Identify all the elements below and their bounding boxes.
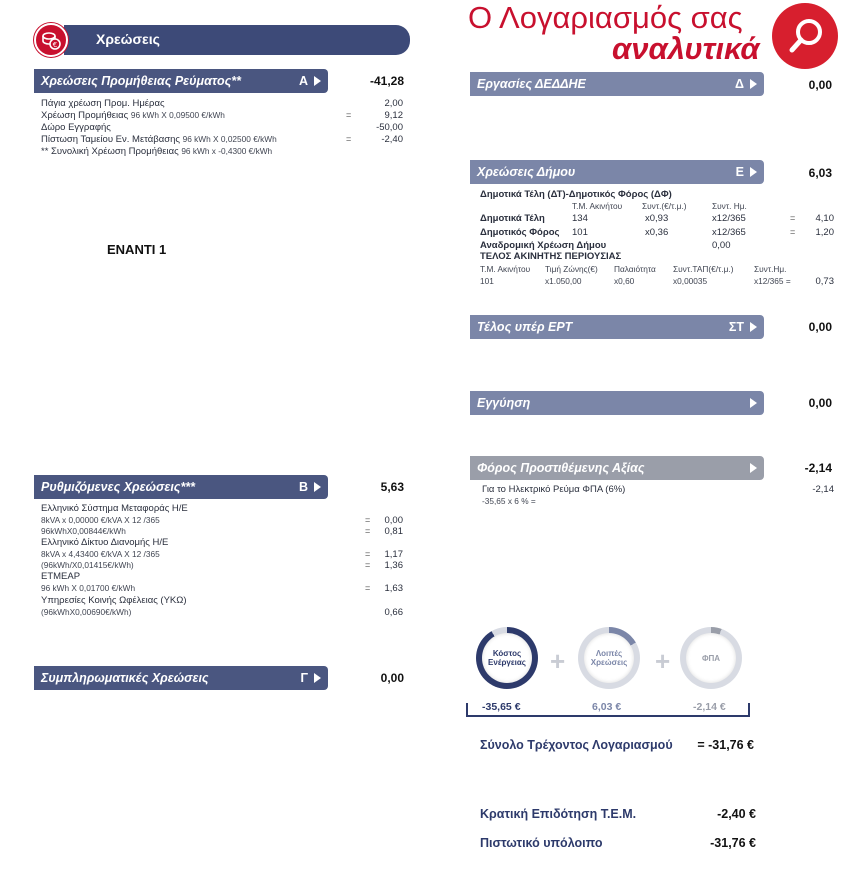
total-value: = -31,76 € [697,738,754,752]
section-c-total: 0,00 [380,671,404,685]
plus-icon-1: + [550,646,566,676]
section-e-total: 6,03 [808,166,832,180]
e-tap-title: ΤΕΛΟΣ ΑΚΙΝΗΤΗΣ ΠΕΡΙΟΥΣΙΑΣ [480,251,622,262]
b-group-0-row-0: 8kVA x 0,00000 €/kVA X 12 /365 [41,515,160,525]
section-st-label: Τέλος υπέρ ΕΡΤ [477,320,573,334]
total-label: Σύνολο Τρέχοντος Λογαριασμού [480,738,673,752]
b-g1r1-eq: = [365,560,371,570]
energy-cost-label: Κόστος Ενέργειας [482,633,532,683]
e-tap-value-2: x0,60 [614,276,635,286]
section-d-label: Εργασίες ΔΕΔΔΗΕ [477,77,586,91]
section-b-label: Ρυθμιζόμενες Χρεώσεις*** [41,480,196,494]
section-vat-arrow-icon [750,463,757,473]
section-st-arrow-icon [750,322,757,332]
a-line-2-value: -50,00 [376,122,403,133]
e-tap-value-3: x0,00035 [673,276,708,286]
section-a-arrow-icon [314,76,321,86]
b-group-0-row-1: 96kWhX0,00844€/kWh [41,526,126,536]
b-group-1-title: Ελληνικό Δίκτυο Διανομής Η/Ε [41,537,169,548]
e-retro-label: Αναδρομική Χρέωση Δήμου [480,240,607,251]
a-line-1-value: 9,12 [384,110,403,121]
section-d-arrow-icon [750,79,757,89]
e-tap-header-0: Τ.Μ. Ακινήτου [480,264,531,274]
section-guarantee-total: 0,00 [808,396,832,410]
section-a-bar[interactable] [34,69,328,93]
subsidy-value: -2,40 € [717,807,756,821]
section-d-bar[interactable] [470,72,764,96]
vat-line-1-value: -2,14 [812,484,834,495]
a-line-0-value: 2,00 [384,98,403,109]
b-g1r1-value: 1,36 [384,560,403,571]
section-b-total: 5,63 [380,480,404,494]
plus-icon-2: + [655,646,671,676]
section-e-label: Χρεώσεις Δήμου [477,165,576,179]
charges-title: Χρεώσεις [96,31,160,47]
e-subtitle: Δημοτικά Τέλη (ΔΤ)-Δημοτικός Φόρος (ΔΦ) [480,189,672,200]
e-row-1-label: Δημοτικός Φόρος [480,227,560,238]
b-g1r0-value: 1,17 [384,549,403,560]
b-group-2-title: ΕΤΜΕΑΡ [41,571,81,582]
section-vat-total: -2,14 [804,461,832,475]
section-d-total: 0,00 [808,78,832,92]
e-row-1-coef: x0,36 [645,227,669,238]
section-st-total: 0,00 [808,320,832,334]
e-row-1-value: 1,20 [815,227,834,238]
vat-value: -2,14 € [693,701,726,713]
section-guarantee-arrow-icon [750,398,757,408]
b-group-1-row-0: 8kVA x 4,43400 €/kVA X 12 /365 [41,549,160,559]
e-tap-value-1: x1.050,00 [545,276,582,286]
energy-cost-value: -35,65 € [482,701,521,713]
section-vat-label: Φόρος Προστιθέμενης Αξίας [477,461,645,475]
e-row-1-sqm: 101 [572,227,588,238]
section-c-arrow-icon [314,673,321,683]
b-g1r0-eq: = [365,549,371,559]
b-g3r0-value: 0,66 [384,607,403,618]
section-c-letter: Γ [300,671,308,685]
other-charges-donut [578,627,640,689]
section-a-label: Χρεώσεις Προμήθειας Ρεύματος** [41,74,241,88]
vat-circle-label: ΦΠΑ [686,633,736,683]
e-tap-header-2: Παλαιότητα [614,264,656,274]
vat-donut [680,627,742,689]
b-group-3-title: Υπηρεσίες Κοινής Ωφέλειας (ΥΚΩ) [41,595,187,606]
other-charges-value: 6,03 € [592,701,622,713]
e-retro-value: 0,00 [712,240,731,251]
energy-cost-donut [476,627,538,689]
e-tap-result: 0,73 [815,276,834,287]
a-line-1: Χρέωση Προμήθειας 96 kWh X 0,09500 €/kWh [41,110,225,121]
b-group-2-row-0: 96 kWh X 0,01700 €/kWh [41,583,136,593]
section-st-bar[interactable] [470,315,764,339]
a-line-3-value: -2,40 [381,134,403,145]
b-group-0-title: Ελληνικό Σύστημα Μεταφοράς Η/Ε [41,503,188,514]
section-c-label: Συμπληρωματικές Χρεώσεις [41,671,209,685]
section-guarantee-label: Εγγύηση [477,396,531,410]
a-line-2: Δώρο Εγγραφής [41,122,111,133]
b-g2r0-value: 1,63 [384,583,403,594]
section-b-arrow-icon [314,482,321,492]
b-group-3-row-0: (96kWhX0,00690€/kWh) [41,607,132,617]
svg-text:€: € [52,41,58,49]
a-line-3-eq: = [346,134,352,144]
other-charges-label: Λοιπές Χρεώσεις [584,633,634,683]
e-tap-header-1: Τιμή Ζώνης(€) [545,264,598,274]
b-g0r0-eq: = [365,515,371,525]
b-g0r1-value: 0,81 [384,526,403,537]
enanti-label: ΕΝΑΝΤΙ 1 [107,242,167,257]
credit-value: -31,76 € [710,836,756,850]
section-a-letter: Α [298,74,308,88]
section-guarantee-bar[interactable] [470,391,764,415]
e-col-header-1: Συντ.(€/τ.μ.) [642,201,687,211]
b-group-1-row-1: (96kWh/X0,01415€/kWh) [41,560,134,570]
e-row-0-days: x12/365 [712,213,746,224]
section-e-arrow-icon [750,167,757,177]
e-row-0-eq: = [790,213,796,223]
e-tap-value-4: x12/365 = [754,276,791,286]
magnifier-icon [772,3,838,69]
e-col-header-0: Τ.Μ. Ακινήτου [572,201,623,211]
a-line-3: Πίστωση Ταμείου Εν. Μετάβασης 96 kWh X 0,02500 €/kWh [41,134,277,145]
section-b-bar[interactable] [34,475,328,499]
section-e-letter: Ε [735,165,744,179]
e-tap-value-0: 101 [480,276,494,286]
e-col-header-2: Συντ. Ημ. [712,201,747,211]
charges-header [34,23,410,57]
b-g2r0-eq: = [365,583,371,593]
e-tap-header-3: Συντ.ΤΑΠ(€/τ.μ.) [673,264,734,274]
e-row-0-coef: x0,93 [645,213,669,224]
page-title-line2: αναλυτικά [612,31,760,66]
vat-line-1: Για το Ηλεκτρικό Ρεύμα ΦΠΑ (6%) [482,484,626,495]
e-row-0-sqm: 134 [572,213,588,224]
vat-line-2: -35,65 x 6 % = [482,496,536,506]
page-title-line1: Ο Λογαριασμός σας [468,0,743,35]
section-c-bar[interactable] [34,666,328,690]
a-line-1-eq: = [346,110,352,120]
section-a-total: -41,28 [369,74,404,88]
section-b-letter: Β [298,480,308,494]
b-g0r0-value: 0,00 [384,515,403,526]
e-row-0-label: Δημοτικά Τέλη [480,213,545,224]
e-row-1-days: x12/365 [712,227,746,238]
section-d-letter: Δ [735,77,744,91]
e-row-1-eq: = [790,227,796,237]
e-tap-header-4: Συντ.Ημ. [754,264,787,274]
section-e-bar[interactable] [470,160,764,184]
section-vat-bar[interactable] [470,456,764,480]
b-g0r1-eq: = [365,526,371,536]
coins-icon [34,23,68,57]
section-st-letter: ΣΤ [728,320,744,334]
e-row-0-value: 4,10 [815,213,834,224]
a-line-4: ** Συνολική Χρέωση Προμήθειας 96 kWh x -0,4300 €/kWh [41,146,273,157]
subsidy-label: Κρατική Επιδότηση Τ.Ε.Μ. [480,807,637,821]
a-line-0: Πάγια χρέωση Προμ. Ημέρας [41,98,165,109]
credit-label: Πιστωτικό υπόλοιπο [480,836,603,850]
